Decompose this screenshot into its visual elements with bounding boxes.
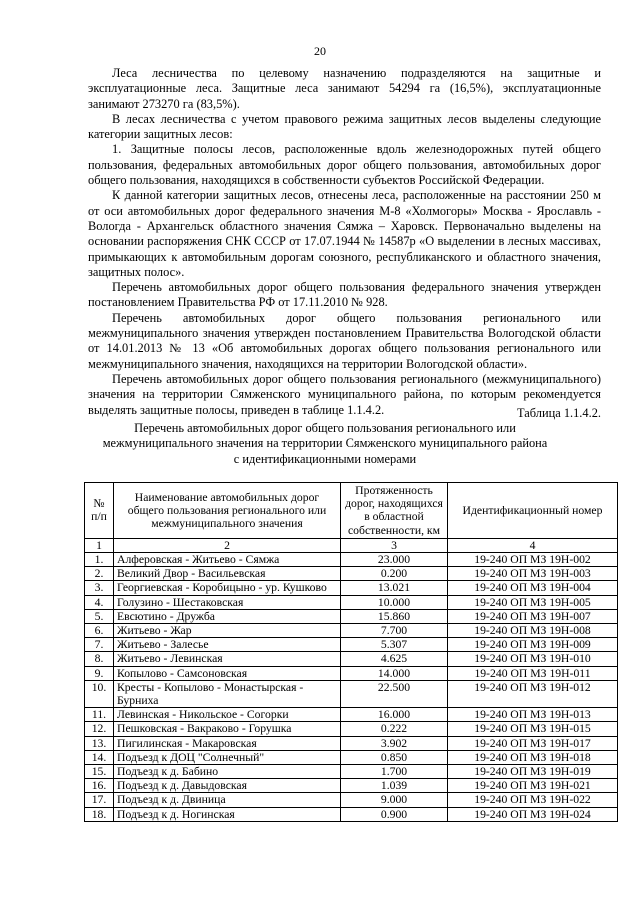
road-length: 9.000 — [341, 793, 448, 807]
row-number: 6. — [85, 624, 114, 638]
road-length: 15.860 — [341, 609, 448, 623]
road-name: Георгиевская - Коробицыно - ур. Кушково — [114, 581, 341, 595]
road-id-number: 19-240 ОП МЗ 19Н-017 — [448, 736, 618, 750]
column-index: 4 — [448, 538, 618, 552]
road-id-number: 19-240 ОП МЗ 19Н-011 — [448, 666, 618, 680]
table-row — [85, 807, 618, 821]
row-number: 7. — [85, 638, 114, 652]
page-number: 20 — [314, 44, 326, 58]
road-name: Кресты - Копылово - Монастырская - Бурниха — [114, 680, 341, 707]
road-id-number: 19-240 ОП МЗ 19Н-004 — [448, 581, 618, 595]
column-index: 2 — [114, 538, 341, 552]
row-number: 9. — [85, 666, 114, 680]
road-length: 5.307 — [341, 638, 448, 652]
table-row — [85, 609, 618, 623]
road-id-number: 19-240 ОП МЗ 19Н-005 — [448, 595, 618, 609]
row-number: 14. — [85, 750, 114, 764]
road-name: Подъезд к д. Ногинская — [114, 807, 341, 821]
road-name: Подъезд к д. Бабино — [114, 765, 341, 779]
road-name: Левинская - Никольское - Согорки — [114, 708, 341, 722]
road-name: Житьево - Левинская — [114, 652, 341, 666]
table-row — [85, 567, 618, 581]
table-row — [85, 638, 618, 652]
road-length: 16.000 — [341, 708, 448, 722]
road-length: 14.000 — [341, 666, 448, 680]
road-id-number: 19-240 ОП МЗ 19Н-010 — [448, 652, 618, 666]
road-name: Пигилинская - Макаровская — [114, 736, 341, 750]
road-id-number: 19-240 ОП МЗ 19Н-022 — [448, 793, 618, 807]
row-number: 4. — [85, 595, 114, 609]
road-name: Пешковская - Вакраково - Горушка — [114, 722, 341, 736]
row-number: 3. — [85, 581, 114, 595]
road-id-number: 19-240 ОП МЗ 19Н-009 — [448, 638, 618, 652]
header-length: Протяженность дорог, находящихся в областной собственности, км — [341, 483, 448, 539]
paragraph-category-details: К данной категории защитных лесов, отнесены леса, расположенные на расстоянии 250 м от оси автомобильных дорог федерального значения М-8 «Холмогоры» Москва - Ярославль - Вологда - Архангельск областного значения Сямжа – Харовск. Первоначально выделены на основании распоряжения СНК СССР от 17.07.1944 № 14587р «О выделении в лесных массивах, примыкающих к автомобильным дорогам союзного, республиканского и областного значения, защитных полос». — [88, 188, 601, 279]
table-row — [85, 581, 618, 595]
row-number: 11. — [85, 708, 114, 722]
table-row — [85, 779, 618, 793]
table-row — [85, 722, 618, 736]
row-number: 18. — [85, 807, 114, 821]
road-length: 1.700 — [341, 765, 448, 779]
road-id-number: 19-240 ОП МЗ 19Н-012 — [448, 680, 618, 707]
road-id-number: 19-240 ОП МЗ 19Н-019 — [448, 765, 618, 779]
table-row — [85, 680, 618, 707]
road-name: Подъезд к д. Давыдовская — [114, 779, 341, 793]
table-row — [85, 750, 618, 764]
paragraph-regional-roads: Перечень автомобильных дорог общего пользования регионального или межмуниципального значения утвержден постановлением Правительства Вологодской области от 14.01.2013 № 13 «Об автомобильных дорогах общего пользования регионального или межмуниципального значения, находящихся на территории Вологодской области». — [88, 310, 601, 371]
paragraph-federal-roads: Перечень автомобильных дорог общего пользования федерального значения утвержден постановлением Правительства РФ от 17.11.2010 № 928. — [88, 280, 601, 310]
body-text — [88, 66, 601, 418]
road-length: 13.021 — [341, 581, 448, 595]
table-caption: Перечень автомобильных дорог общего пользования регионального или межмуниципального значения на территории Сямженского муниципального района с идентификационными номерами — [102, 421, 548, 466]
road-name: Алферовская - Житьево - Сямжа — [114, 553, 341, 567]
paragraph-forest-purpose: Леса лесничества по целевому назначению подразделяются на защитные и эксплуатационные леса. Защитные леса занимают 54294 га (16,5%), эксплуатационные занимают 273270 га (83,5%). — [88, 66, 601, 111]
header-road-name: Наименование автомобильных дорог общего пользования регионального или межмуниципального значения — [114, 483, 341, 539]
road-name: Подъезд к ДОЦ "Солнечный" — [114, 750, 341, 764]
row-number: 17. — [85, 793, 114, 807]
table-label: Таблица 1.1.4.2. — [517, 406, 601, 420]
paragraph-protective-strips: 1. Защитные полосы лесов, расположенные вдоль железнодорожных путей общего пользования, федеральных автомобильных дорог общего пользования, автомобильных дорог общего пользования, находящихся в собственности субъектов Российской Федерации. — [88, 142, 601, 188]
road-id-number: 19-240 ОП МЗ 19Н-003 — [448, 567, 618, 581]
table-row — [85, 553, 618, 567]
road-id-number: 19-240 ОП МЗ 19Н-018 — [448, 750, 618, 764]
road-length: 10.000 — [341, 595, 448, 609]
table-row — [85, 624, 618, 638]
paragraph-district-roads: Перечень автомобильных дорог общего пользования регионального (межмуниципального) значения на территории Сямженского муниципального района, по которым рекомендуется выделять защитные полосы, приведен в таблице 1.1.4.2. — [88, 371, 601, 417]
row-number: 12. — [85, 722, 114, 736]
column-index: 1 — [85, 538, 114, 552]
road-id-number: 19-240 ОП МЗ 19Н-002 — [448, 553, 618, 567]
road-length: 0.222 — [341, 722, 448, 736]
road-length: 4.625 — [341, 652, 448, 666]
table-row — [85, 736, 618, 750]
road-id-number: 19-240 ОП МЗ 19Н-024 — [448, 807, 618, 821]
road-id-number: 19-240 ОП МЗ 19Н-015 — [448, 722, 618, 736]
road-name: Голузино - Шестаковская — [114, 595, 341, 609]
road-id-number: 19-240 ОП МЗ 19Н-007 — [448, 609, 618, 623]
road-length: 7.700 — [341, 624, 448, 638]
road-length: 23.000 — [341, 553, 448, 567]
paragraph-categories-intro: В лесах лесничества с учетом правового режима защитных лесов выделены следующие категории защитных лесов: — [88, 111, 601, 142]
column-index-row — [85, 538, 618, 552]
row-number: 13. — [85, 736, 114, 750]
road-length: 1.039 — [341, 779, 448, 793]
row-number: 10. — [85, 680, 114, 707]
row-number: 8. — [85, 652, 114, 666]
row-number: 1. — [85, 553, 114, 567]
table-row — [85, 595, 618, 609]
roads-table — [84, 482, 618, 822]
road-length: 0.200 — [341, 567, 448, 581]
road-name: Великий Двор - Васильевская — [114, 567, 341, 581]
road-name: Житьево - Залесье — [114, 638, 341, 652]
road-name: Евсютино - Дружба — [114, 609, 341, 623]
road-length: 22.500 — [341, 680, 448, 707]
table-row — [85, 793, 618, 807]
table-row — [85, 666, 618, 680]
road-length: 0.900 — [341, 807, 448, 821]
road-name: Житьево - Жар — [114, 624, 341, 638]
table-row — [85, 652, 618, 666]
header-number: № п/п — [85, 483, 114, 539]
road-name: Копылово - Самсоновская — [114, 666, 341, 680]
road-id-number: 19-240 ОП МЗ 19Н-013 — [448, 708, 618, 722]
row-number: 16. — [85, 779, 114, 793]
road-id-number: 19-240 ОП МЗ 19Н-008 — [448, 624, 618, 638]
road-length: 3.902 — [341, 736, 448, 750]
header-id-number: Идентификационный номер — [448, 483, 618, 539]
table-header-row — [85, 483, 618, 539]
row-number: 2. — [85, 567, 114, 581]
row-number: 5. — [85, 609, 114, 623]
table-row — [85, 708, 618, 722]
road-id-number: 19-240 ОП МЗ 19Н-021 — [448, 779, 618, 793]
table-row — [85, 765, 618, 779]
row-number: 15. — [85, 765, 114, 779]
road-name: Подъезд к д. Двиница — [114, 793, 341, 807]
road-length: 0.850 — [341, 750, 448, 764]
column-index: 3 — [341, 538, 448, 552]
